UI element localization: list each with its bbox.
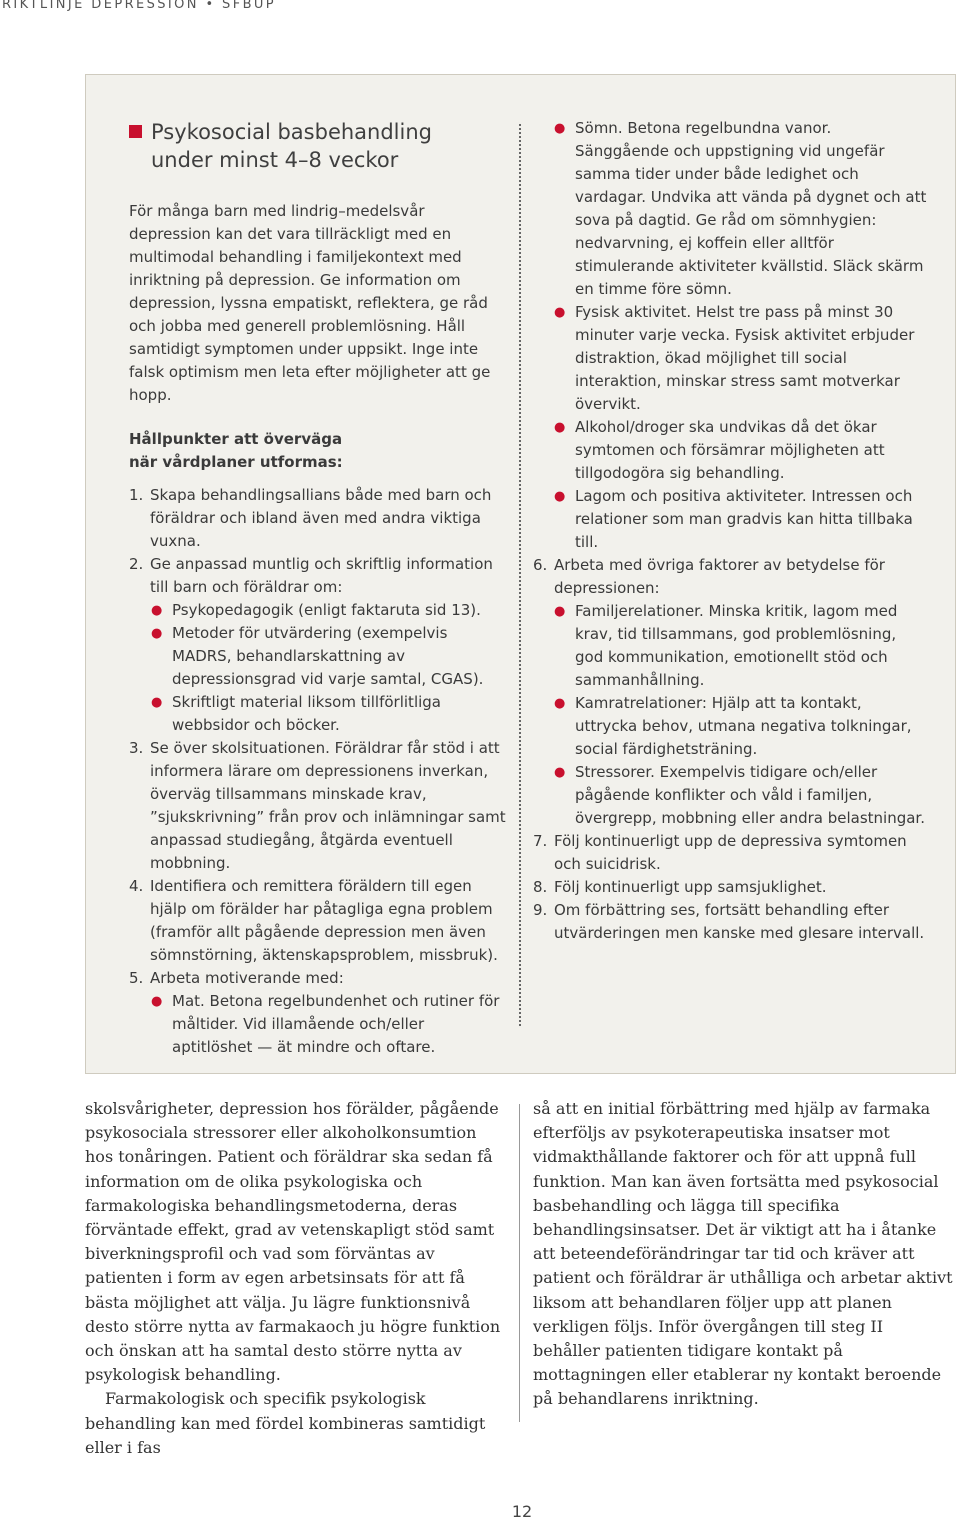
bullet-text: Fysisk aktivitet. Helst tre pass på minst 30 minuter varje vecka. Fysisk aktivitet erbjuder distraktion, ökad möjlighet till social interaktion, minskar stress samt motverkar övervikt. xyxy=(575,303,915,413)
bullet-item xyxy=(533,301,928,416)
bullet-item xyxy=(533,761,928,830)
list-item xyxy=(533,876,928,899)
bullet-item xyxy=(533,485,928,554)
body-left-column xyxy=(85,1097,505,1460)
item-number: 7. xyxy=(533,832,548,850)
bullet-dot-icon: ● xyxy=(151,603,163,618)
square-bullet-icon xyxy=(129,125,142,138)
bullet-item xyxy=(533,600,928,692)
item-text: Följ kontinuerligt upp de depressiva symtomen och suicidrisk. xyxy=(554,832,907,873)
list-item xyxy=(129,875,509,967)
bullet-text: Mat. Betona regelbundenhet och rutiner för måltider. Vid illamående och/eller aptitlöshet — ät mindre och oftare. xyxy=(172,992,500,1056)
item-number: 1. xyxy=(129,486,144,504)
bullet-dot-icon: ● xyxy=(151,994,163,1009)
bullet-dot-icon: ● xyxy=(554,604,566,619)
bullet-text: Metoder för utvärdering (exempelvis MADRS, behandlarskattning av depressionsgrad vid varje samtal, CGAS). xyxy=(172,624,484,688)
list-item xyxy=(533,899,928,945)
list-item xyxy=(533,554,928,600)
bullet-item xyxy=(533,692,928,761)
fact-box-title-text: Psykosocial basbehandling under minst 4–8 veckor xyxy=(151,120,432,172)
item-text: Ge anpassad muntlig och skriftlig information till barn och föräldrar om: xyxy=(150,555,493,596)
item-number: 9. xyxy=(533,901,548,919)
bullet-item xyxy=(129,691,509,737)
fact-box-right-column xyxy=(533,117,928,945)
item-number: 2. xyxy=(129,555,144,573)
item-number: 3. xyxy=(129,739,144,757)
body-paragraph: Farmakologisk och specifik psykologisk behandling kan med fördel kombineras samtidigt eller i fas xyxy=(85,1389,486,1457)
bullet-item xyxy=(129,990,509,1059)
fact-box-title xyxy=(129,118,509,174)
bullet-text: Familjerelationer. Minska kritik, lagom med krav, tid tillsammans, god problemlösning, god kommunikation, emotionellt stöd och sammanhållning. xyxy=(575,602,898,689)
bullet-dot-icon: ● xyxy=(554,489,566,504)
item-text: Arbeta med övriga faktorer av betydelse för depressionen: xyxy=(554,556,885,597)
item-text: Se över skolsituationen. Föräldrar får stöd i att informera lärare om depressionens inverkan, överväg tillsammans minskade krav, ”sjukskrivning” från prov och inlämningar samt anpassad studiegång, åtgärda eventuell mobbning. xyxy=(150,739,506,872)
item-text: Arbeta motiverande med: xyxy=(150,969,344,987)
bullet-item xyxy=(129,599,509,622)
bullet-item xyxy=(129,622,509,691)
bullet-dot-icon: ● xyxy=(554,121,566,136)
body-column-rule xyxy=(519,1104,520,1422)
bullet-dot-icon: ● xyxy=(554,765,566,780)
item-number: 8. xyxy=(533,878,548,896)
page-number: 12 xyxy=(511,1502,533,1521)
bullet-text: Sömn. Betona regelbundna vanor. Sänggående och uppstigning vid ungefär samma tider under både ledighet och vardagar. Undvika att vända på dygnet och att sova på dagtid. Ge råd om sömnhygien: nedvarvning, ej koffein eller alltför stimulerande aktiviteter kvällstid. Släck skärm en timme före sömn. xyxy=(575,119,927,298)
body-paragraph: så att en initial förbättring med hjälp av farmaka efterföljs av psykoterapeutiska insatser mot vidmakthållande faktorer och för att uppnå full funktion. Man kan även fortsätta med psykosocial basbehandling och lägga till specifika behandlingsinsatser. Det är viktigt att ha i åtanke att beteendeförändringar tar tid och kräver att patient och föräldrar är uthålliga och arbetar aktivt liksom att behandlaren följer upp att planen verkligen följs. Inför övergången till steg II behåller patienten tidigare kontakt på mottagningen eller etablerar ny kontakt beroende på behandlarens inriktning. xyxy=(533,1099,953,1409)
bullet-dot-icon: ● xyxy=(151,626,163,641)
body-right-column xyxy=(533,1097,953,1412)
bullet-dot-icon: ● xyxy=(554,305,566,320)
list-item xyxy=(129,737,509,875)
bullet-text: Stressorer. Exempelvis tidigare och/eller pågående konflikter och våld i familjen, övergrepp, mobbning eller andra belastningar. xyxy=(575,763,925,827)
item-number: 4. xyxy=(129,877,144,895)
item-text: Följ kontinuerligt upp samsjuklighet. xyxy=(554,878,827,896)
item-text: Skapa behandlingsallians både med barn och föräldrar och ibland även med andra viktiga vuxna. xyxy=(150,486,492,550)
body-paragraph: skolsvårigheter, depression hos förälder, pågående psykosociala stressorer eller alkoholkonsumtion hos tonåringen. Patient och föräldrar ska sedan få information om de olika psykologiska och farmakologiska behandlingsmetoderna, deras förväntade effekt, grad av vetenskapligt stöd samt biverkningsprofil och vad som förväntas av patienten i form av egen arbetsinsats för att få bästa möjlighet att välja. Ju lägre funktionsnivå desto större nytta av farmakaoch ju högre funktion och önskan att ha samtal desto större nytta av psykologisk behandling. xyxy=(85,1099,501,1385)
bullet-dot-icon: ● xyxy=(554,420,566,435)
list-item xyxy=(129,967,509,990)
item-text: Identifiera och remittera föräldern till egen hjälp om förälder har påtagliga egna problem (framför allt pågående depression men även sömnstörning, äktenskapsproblem, missbruk). xyxy=(150,877,498,964)
bullet-text: Kamratrelationer: Hjälp att ta kontakt, uttrycka behov, utmana negativa tolkningar, social färdighetsträning. xyxy=(575,694,912,758)
subheading: Hållpunkter att överväga när vårdplaner utformas: xyxy=(129,430,343,471)
fact-box-left-column xyxy=(129,118,509,1059)
running-header: RIKTLINJE DEPRESSION • SFBUP xyxy=(2,0,277,12)
item-number: 5. xyxy=(129,969,144,987)
intro-paragraph: För många barn med lindrig–medelsvår depression kan det vara tillräckligt med en multimodal behandling i familjekontext med inriktning på depression. Ge information om depression, lyssna empatiskt, reflektera, ge råd och jobba med generell problemlösning. Håll samtidigt symptomen under uppsikt. Inge inte falsk optimism men leta efter möjligheter att ge hopp. xyxy=(129,202,491,404)
item-text: Om förbättring ses, fortsätt behandling efter utvärderingen men kanske med glesare intervall. xyxy=(554,901,925,942)
bullet-text: Skriftligt material liksom tillförlitliga webbsidor och böcker. xyxy=(172,693,441,734)
bullet-dot-icon: ● xyxy=(151,695,163,710)
item-number: 6. xyxy=(533,556,548,574)
column-divider xyxy=(519,124,521,1026)
list-item xyxy=(533,830,928,876)
bullet-dot-icon: ● xyxy=(554,696,566,711)
list-item xyxy=(129,553,509,599)
bullet-text: Psykopedagogik (enligt faktaruta sid 13). xyxy=(172,601,481,619)
list-item xyxy=(129,484,509,553)
bullet-item xyxy=(533,416,928,485)
bullet-text: Lagom och positiva aktiviteter. Intressen och relationer som man gradvis kan hitta tillbaka till. xyxy=(575,487,913,551)
bullet-text: Alkohol/droger ska undvikas då det ökar symtomen och försämrar möjligheten att tillgodogöra sig behandling. xyxy=(575,418,885,482)
bullet-item xyxy=(533,117,928,301)
